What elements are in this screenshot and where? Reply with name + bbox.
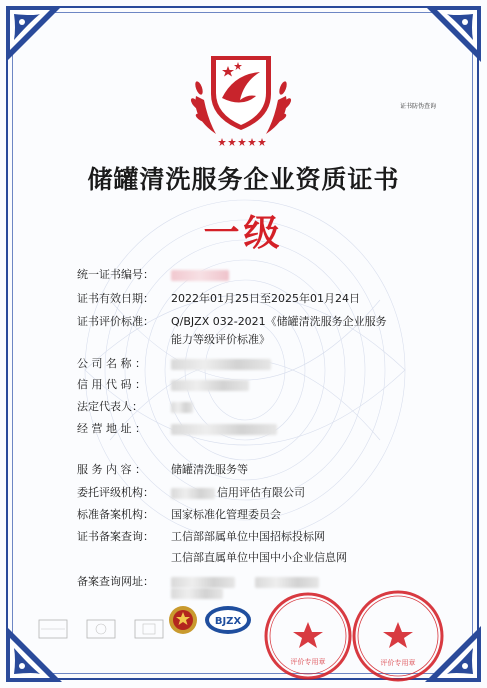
- standard-value-line1: Q/BJZX 032-2021《储罐清洗服务企业服务: [171, 315, 387, 328]
- agency-name-redacted: [171, 488, 215, 499]
- certificate-title: 储罐清洗服务企业资质证书: [87, 165, 400, 194]
- anti-counterfeit-query-label: 证书防伪查询: [400, 103, 437, 110]
- agency-value: 信用评估有限公司: [217, 486, 305, 499]
- standard-row-continued: [171, 331, 270, 347]
- agency-label: 委托评级机构：: [77, 486, 154, 499]
- credit-code-redacted: [171, 380, 249, 391]
- cert-number-row: [77, 266, 229, 282]
- bjzx-logo-text: BJZX: [214, 616, 242, 627]
- query-value-line2: 工信部直属单位中国中小企业信息网: [171, 551, 347, 564]
- footer-logo-2: [83, 614, 119, 644]
- seal-left-text: 评价专用章: [290, 658, 326, 666]
- url-label: 备案查询网址：: [77, 575, 154, 588]
- url-row-continued: [171, 586, 223, 599]
- query-row-continued: [171, 549, 347, 565]
- validity-row: [77, 290, 360, 306]
- standard-row: [77, 313, 387, 329]
- address-row: [77, 420, 277, 436]
- filing-label: 标准备案机构：: [77, 508, 154, 521]
- credit-code-row: [77, 376, 249, 392]
- company-name-redacted: [171, 359, 271, 370]
- certificate-level: 一级: [203, 212, 284, 254]
- service-value: 储罐清洗服务等: [171, 463, 248, 476]
- query-row: [77, 528, 325, 544]
- footer-logo-3: [131, 614, 167, 644]
- footer-logos: [35, 600, 265, 660]
- legal-rep-redacted: [171, 402, 193, 413]
- official-seal-right: [350, 588, 446, 684]
- legal-rep-label: 法定代表人：: [77, 400, 143, 413]
- url-redacted-3: [171, 588, 223, 599]
- national-emblem-icon: [167, 602, 199, 638]
- corner-ornament-icon: [423, 4, 483, 64]
- company-name-label: 公 司 名 称 ：: [77, 357, 146, 370]
- query-label: 证书备案查询：: [77, 530, 154, 543]
- standard-label: 证书评价标准：: [77, 315, 154, 328]
- service-label: 服 务 内 容 ：: [77, 463, 146, 476]
- official-seal-left: [262, 590, 354, 682]
- legal-rep-row: [77, 398, 193, 414]
- filing-row: [77, 506, 281, 522]
- corner-ornament-icon: [4, 4, 64, 64]
- credit-code-label: 信 用 代 码 ：: [77, 378, 146, 391]
- query-value-line1: 工信部部属单位中国招标投标网: [171, 530, 325, 543]
- filing-value: 国家标准化管理委员会: [171, 508, 281, 521]
- emblem-logo: [182, 38, 300, 148]
- seal-right-text: 评价专用章: [380, 659, 416, 667]
- service-row: [77, 461, 248, 477]
- url-redacted-2: [255, 577, 319, 588]
- address-label: 经 营 地 址 ：: [77, 422, 146, 435]
- bjzx-logo: [203, 604, 253, 636]
- validity-label: 证书有效日期：: [77, 292, 154, 305]
- validity-value: 2022年01月25日至2025年01月24日: [171, 292, 360, 305]
- standard-value-line2: 能力等级评价标准》: [171, 333, 270, 346]
- company-name-row: [77, 355, 271, 371]
- footer-logo-1: [35, 614, 71, 644]
- cert-number-label: 统一证书编号：: [77, 268, 154, 281]
- agency-row: [77, 484, 305, 500]
- address-redacted: [171, 424, 277, 435]
- cert-number-redacted: [171, 270, 229, 281]
